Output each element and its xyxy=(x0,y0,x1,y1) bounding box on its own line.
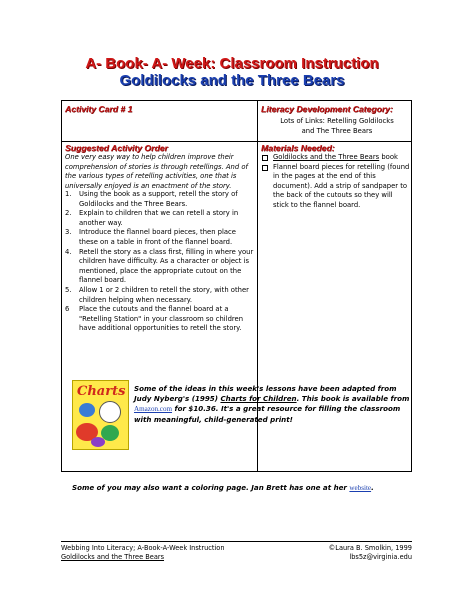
coloring-paragraph xyxy=(72,483,412,493)
resource-text-3: for $10.36. It's a great resource for filling the classroom with meaningful, child-generated print! xyxy=(134,404,401,424)
book-cover-logo: Charts xyxy=(77,384,126,399)
resource-text-1: Some of the ideas in this week's lessons have been adapted from Judy Nyberg's (1995) xyxy=(134,384,397,404)
cover-figure-blue xyxy=(79,403,95,417)
step-text: Retell the story as a class first, filling in where your children have difficulty. As a character or object is mentioned, place the appropriate cutout on the flannel board. xyxy=(79,247,254,285)
flannel-board-text: Flannel board pieces for retelling (found in the pages at the end of this document). Add a strip of sandpaper to the back of the cutouts so they will stick to the flannel board. xyxy=(273,162,410,209)
list-item xyxy=(65,248,255,286)
step-number: 5. xyxy=(65,285,72,294)
step-text: Using the book as a support, retell the story of Goldilocks and the Three Bears. xyxy=(79,190,238,208)
resource-text-2: . This book is available from xyxy=(296,394,410,404)
step-text: Explain to children that we can retell a story in another way. xyxy=(79,209,239,227)
step-number: 1. xyxy=(65,190,72,198)
book-link[interactable]: Goldilocks and the Three Bears xyxy=(273,153,380,161)
step-number: 3. xyxy=(65,228,72,237)
footer-divider xyxy=(61,541,412,542)
literacy-category-heading: Literacy Development Category: xyxy=(261,104,393,114)
book-suffix: book xyxy=(379,153,398,161)
checkbox-bullet-icon xyxy=(262,165,268,171)
coloring-end: . xyxy=(371,483,374,492)
step-text: Introduce the flannel board pieces, then place these on a table in front of the flannel board. xyxy=(79,228,236,246)
coloring-text: Some of you may also want a coloring page. Jan Brett has one at her xyxy=(72,483,350,492)
step-number: 6 xyxy=(65,305,70,314)
list-item xyxy=(65,190,255,209)
list-item xyxy=(65,228,255,247)
card-divider-horizontal xyxy=(62,141,411,142)
checkbox-bullet-icon xyxy=(262,155,268,161)
footer-right xyxy=(329,544,412,562)
suggested-order-heading: Suggested Activity Order xyxy=(65,143,168,153)
list-item xyxy=(262,153,410,163)
materials-list xyxy=(262,153,410,211)
cover-figure-purple xyxy=(91,437,105,447)
website-link[interactable]: website xyxy=(349,484,372,492)
step-number: 2. xyxy=(65,209,72,218)
step-text: Place the cutouts and the flannel board at a "Retelling Station" in your classroom so children have additional opportunities to retell the story. xyxy=(79,305,244,333)
footer-left xyxy=(61,544,225,562)
footer-series: Webbing Into Literacy; A-Book-A-Week Instruction xyxy=(61,544,225,552)
amazon-link[interactable]: Amazon.com xyxy=(134,405,173,414)
list-item xyxy=(65,209,255,228)
links-line2: and The Three Bears xyxy=(301,126,373,135)
steps-list xyxy=(65,190,255,334)
footer-copyright: ©Laura B. Smolkin, 1999 xyxy=(328,544,412,552)
activity-card-number: Activity Card # 1 xyxy=(65,104,133,114)
cover-figure-white xyxy=(99,401,121,423)
intro-paragraph: One very easy way to help children improve their comprehension of stories is through retellings. And of the various types of retelling activities, one that is universally enjoyed is an enactment of the story. xyxy=(65,153,248,190)
book-cover-image xyxy=(72,380,129,450)
links-line1: Lots of Links: Retelling Goldilocks xyxy=(280,117,394,125)
page-title: A- Book- A- Week: Classroom Instruction xyxy=(85,55,379,72)
list-item xyxy=(262,163,410,211)
list-item xyxy=(65,305,255,334)
step-text: Allow 1 or 2 children to retell the story, with other children helping when necessary. xyxy=(79,285,249,304)
step-number: 4. xyxy=(65,247,72,256)
book-title: Charts for Children xyxy=(220,394,297,404)
page-subtitle: Goldilocks and the Three Bears xyxy=(119,72,345,89)
materials-heading: Materials Needed: xyxy=(261,143,335,153)
list-item xyxy=(65,286,255,305)
resource-paragraph xyxy=(134,384,414,425)
footer-email: lbs5z@virginia.edu xyxy=(349,553,412,561)
footer-book-link[interactable]: Goldilocks and the Three Bears xyxy=(61,553,165,561)
literacy-category-value xyxy=(262,117,412,136)
